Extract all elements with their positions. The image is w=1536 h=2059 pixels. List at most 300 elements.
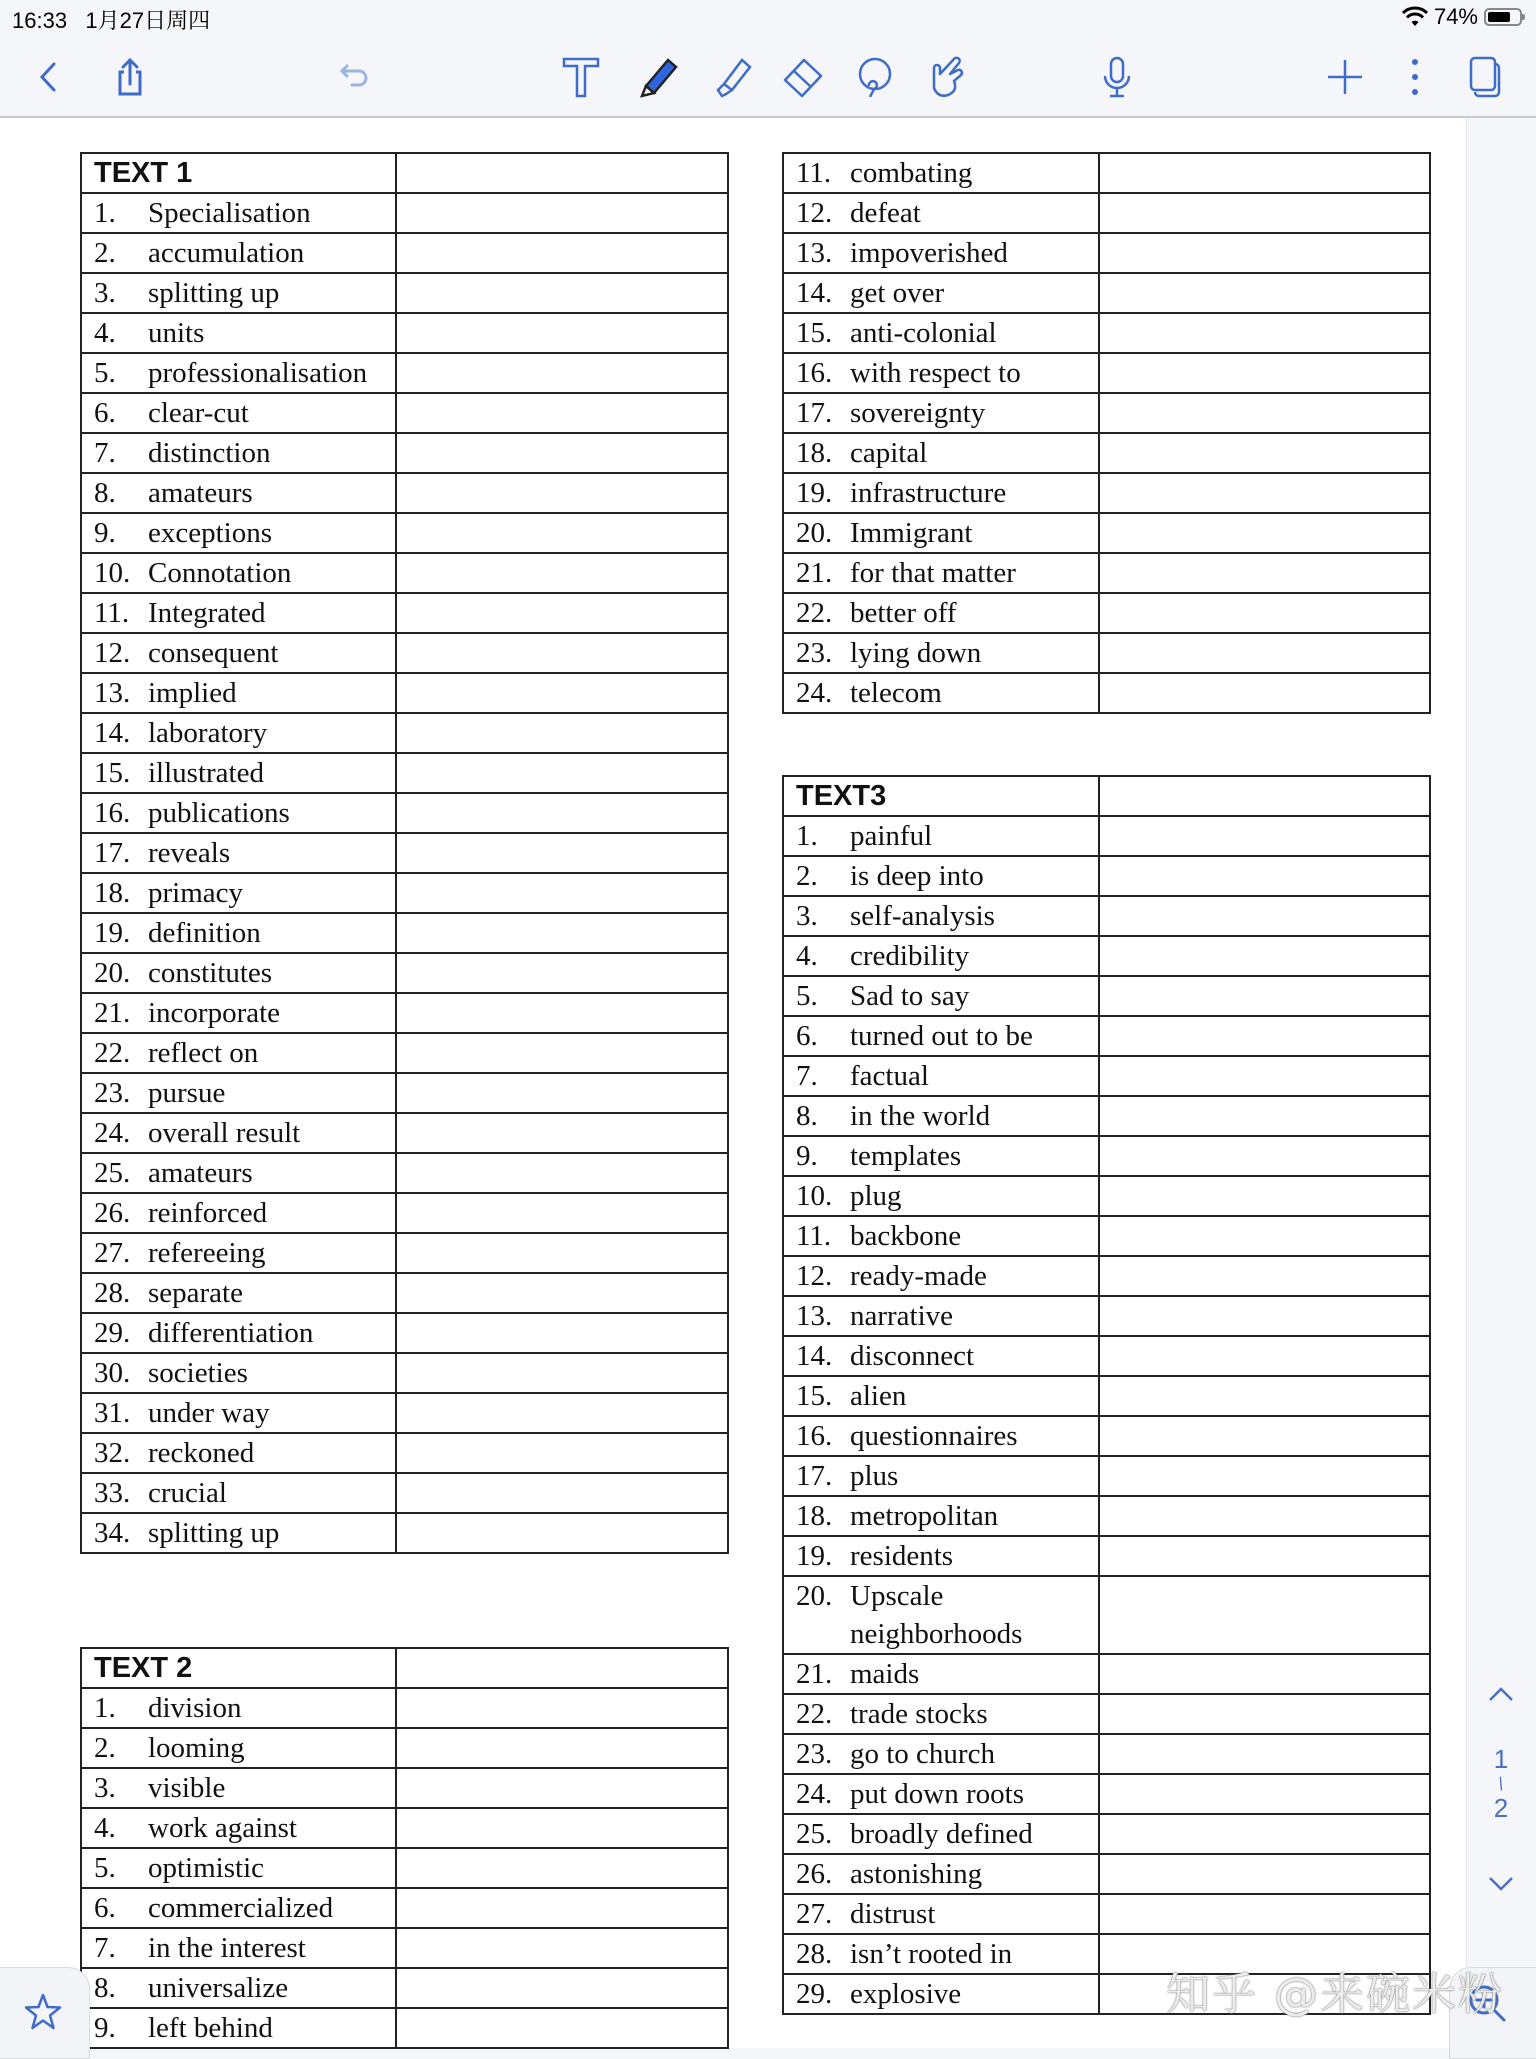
answer-cell[interactable] — [396, 1073, 728, 1113]
item-term: Connotation — [148, 557, 292, 589]
answer-cell[interactable] — [1099, 1456, 1430, 1496]
term-cell — [81, 273, 396, 313]
answer-cell[interactable] — [1099, 816, 1430, 856]
answer-cell[interactable] — [1099, 233, 1430, 273]
term-cell — [783, 233, 1099, 273]
table-row — [783, 553, 1430, 593]
term-cell — [81, 1073, 396, 1113]
answer-cell[interactable] — [396, 1193, 728, 1233]
eraser-tool-button[interactable] — [776, 50, 830, 104]
item-term: distinction — [148, 437, 271, 469]
answer-cell[interactable] — [1099, 776, 1430, 816]
item-number: 20. — [94, 957, 131, 989]
answer-cell[interactable] — [1099, 936, 1430, 976]
table-row — [783, 1894, 1430, 1934]
answer-cell[interactable] — [1099, 856, 1430, 896]
answer-cell[interactable] — [1099, 393, 1430, 433]
item-number: 17. — [94, 837, 131, 869]
term-cell — [783, 896, 1099, 936]
item-term: disconnect — [850, 1340, 975, 1372]
term-cell — [783, 313, 1099, 353]
item-term: implied — [148, 677, 237, 709]
item-term: reveals — [148, 837, 231, 869]
term-cell — [783, 553, 1099, 593]
table-row — [783, 393, 1430, 433]
answer-cell[interactable] — [396, 193, 728, 233]
table-row — [783, 1056, 1430, 1096]
table-row — [783, 1854, 1430, 1894]
answer-cell[interactable] — [1099, 1136, 1430, 1176]
item-number: 23. — [94, 1077, 131, 1109]
item-number: 20. — [796, 1580, 833, 1612]
item-number: 5. — [94, 357, 116, 389]
more-icon — [1392, 54, 1438, 100]
item-term: units — [148, 317, 205, 349]
table-row — [783, 1416, 1430, 1456]
undo-button[interactable] — [328, 50, 382, 104]
table-row — [783, 1734, 1430, 1774]
table-row — [81, 1073, 728, 1113]
table-row — [81, 1313, 728, 1353]
answer-cell[interactable] — [396, 953, 728, 993]
answer-cell[interactable] — [1099, 353, 1430, 393]
text-tool-button[interactable] — [554, 50, 608, 104]
answer-cell[interactable] — [396, 1033, 728, 1073]
item-number: 7. — [796, 1060, 818, 1092]
answer-cell[interactable] — [1099, 1376, 1430, 1416]
table-row — [81, 2008, 728, 2048]
table-row — [783, 1456, 1430, 1496]
answer-cell[interactable] — [396, 313, 728, 353]
term-cell — [81, 913, 396, 953]
table-row — [783, 313, 1430, 353]
item-number: 16. — [796, 357, 833, 389]
answer-cell[interactable] — [1099, 553, 1430, 593]
answer-cell[interactable] — [396, 1728, 728, 1768]
item-number: 30. — [94, 1357, 131, 1389]
term-cell — [81, 713, 396, 753]
answer-cell[interactable] — [396, 1848, 728, 1888]
table-row — [783, 1216, 1430, 1256]
item-term: accumulation — [148, 237, 305, 269]
term-cell — [783, 1496, 1099, 1536]
item-number: 29. — [796, 1978, 833, 2010]
answer-cell[interactable] — [1099, 1336, 1430, 1376]
item-number: 23. — [796, 1738, 833, 1770]
answer-cell[interactable] — [396, 393, 728, 433]
item-number: 23. — [796, 637, 833, 669]
term-cell — [783, 1934, 1099, 1974]
page-up-button[interactable] — [1466, 1680, 1536, 1711]
answer-cell[interactable] — [396, 913, 728, 953]
term-cell — [81, 473, 396, 513]
item-term: metropolitan — [850, 1500, 999, 1532]
hand-tool-button[interactable] — [920, 50, 974, 104]
term-cell — [783, 816, 1099, 856]
table-header-row — [81, 1648, 728, 1688]
table-row — [783, 896, 1430, 936]
table-row — [81, 1928, 728, 1968]
table-row — [81, 833, 728, 873]
page-indicator — [1466, 1744, 1536, 1824]
undo-icon — [332, 54, 378, 100]
item-number: 22. — [796, 1698, 833, 1730]
item-term: ready-made — [850, 1260, 987, 1292]
item-number: 32. — [94, 1437, 131, 1469]
hand-pointer-icon — [924, 54, 970, 100]
term-cell — [81, 1313, 396, 1353]
term-cell — [81, 1153, 396, 1193]
table-row — [81, 513, 728, 553]
item-term: trade stocks — [850, 1698, 988, 1730]
answer-cell[interactable] — [396, 1928, 728, 1968]
item-term: questionnaires — [850, 1420, 1018, 1452]
answer-cell[interactable] — [396, 833, 728, 873]
highlighter-tool-button[interactable] — [704, 50, 758, 104]
item-term: Immigrant — [850, 517, 973, 549]
item-term: commercialized — [148, 1892, 334, 1924]
battery-level — [1488, 12, 1510, 22]
table-row — [81, 593, 728, 633]
answer-cell[interactable] — [396, 153, 728, 193]
pages-icon — [1462, 54, 1508, 100]
table-row — [783, 673, 1430, 713]
item-number: 11. — [94, 597, 130, 629]
item-term: clear-cut — [148, 397, 249, 429]
answer-cell[interactable] — [1099, 1216, 1430, 1256]
answer-cell[interactable] — [396, 673, 728, 713]
table-row — [81, 753, 728, 793]
table-row — [783, 856, 1430, 896]
term-cell — [783, 1774, 1099, 1814]
answer-cell[interactable] — [1099, 1016, 1430, 1056]
term-cell — [783, 1416, 1099, 1456]
table-row — [783, 1136, 1430, 1176]
answer-cell[interactable] — [1099, 1416, 1430, 1456]
answer-cell[interactable] — [1099, 673, 1430, 713]
item-number: 10. — [796, 1180, 833, 1212]
item-number: 19. — [796, 1540, 833, 1572]
table-row — [783, 153, 1430, 193]
table-title: TEXT3 — [783, 776, 1099, 816]
answer-cell[interactable] — [396, 993, 728, 1033]
answer-cell[interactable] — [396, 1648, 728, 1688]
item-number: 12. — [796, 197, 833, 229]
answer-cell[interactable] — [396, 433, 728, 473]
answer-cell[interactable] — [396, 1153, 728, 1193]
answer-cell[interactable] — [1099, 896, 1430, 936]
item-term: left behind — [148, 2012, 273, 2044]
star-icon — [23, 1992, 63, 2032]
term-cell — [783, 433, 1099, 473]
item-number: 1. — [796, 820, 818, 852]
item-term: broadly defined — [850, 1818, 1033, 1850]
item-number: 27. — [94, 1237, 131, 1269]
answer-cell[interactable] — [396, 473, 728, 513]
term-cell — [81, 1688, 396, 1728]
item-number: 17. — [796, 1460, 833, 1492]
term-cell — [783, 1654, 1099, 1694]
table-row — [783, 1256, 1430, 1296]
table-row — [783, 1654, 1430, 1694]
answer-cell[interactable] — [1099, 1056, 1430, 1096]
item-term: in the world — [850, 1100, 991, 1132]
table-row — [81, 1393, 728, 1433]
item-term: optimistic — [148, 1852, 264, 1884]
term-cell — [81, 833, 396, 873]
item-number: 10. — [94, 557, 131, 589]
answer-cell[interactable] — [396, 1808, 728, 1848]
table-row — [81, 1113, 728, 1153]
table-row — [81, 1033, 728, 1073]
item-term: work against — [148, 1812, 297, 1844]
table-row — [81, 1888, 728, 1928]
answer-cell[interactable] — [1099, 1576, 1430, 1654]
item-term: professionalisation — [148, 357, 368, 389]
item-number: 11. — [796, 1220, 832, 1252]
table-row — [783, 513, 1430, 553]
table-header-row — [783, 776, 1430, 816]
answer-cell[interactable] — [396, 273, 728, 313]
item-term: capital — [850, 437, 928, 469]
answer-cell[interactable] — [396, 1233, 728, 1273]
answer-cell[interactable] — [1099, 1096, 1430, 1136]
term-cell — [81, 1808, 396, 1848]
item-number: 13. — [94, 677, 131, 709]
term-cell — [81, 873, 396, 913]
term-cell — [783, 153, 1099, 193]
table-row — [783, 433, 1430, 473]
term-cell — [783, 1176, 1099, 1216]
answer-cell[interactable] — [1099, 153, 1430, 193]
page-down-button[interactable] — [1466, 1870, 1536, 1901]
answer-cell[interactable] — [1099, 513, 1430, 553]
answer-cell[interactable] — [1099, 1176, 1430, 1216]
answer-cell[interactable] — [1099, 1296, 1430, 1336]
answer-cell[interactable] — [396, 593, 728, 633]
item-term: crucial — [148, 1477, 227, 1509]
answer-cell[interactable] — [396, 753, 728, 793]
item-number: 14. — [94, 717, 131, 749]
answer-cell[interactable] — [396, 553, 728, 593]
table-row — [783, 1774, 1430, 1814]
item-term: definition — [148, 917, 261, 949]
answer-cell[interactable] — [1099, 1814, 1430, 1854]
item-number: 28. — [796, 1938, 833, 1970]
item-term: overall result — [148, 1117, 301, 1149]
item-term: explosive — [850, 1978, 962, 2010]
term-cell — [783, 393, 1099, 433]
answer-cell[interactable] — [396, 713, 728, 753]
answer-cell[interactable] — [1099, 313, 1430, 353]
item-number: 12. — [796, 1260, 833, 1292]
item-number: 9. — [94, 517, 116, 549]
item-number: 5. — [94, 1852, 116, 1884]
item-number: 21. — [796, 557, 833, 589]
item-term: consequent — [148, 637, 279, 669]
answer-cell[interactable] — [1099, 1854, 1430, 1894]
answer-cell[interactable] — [396, 793, 728, 833]
term-cell — [783, 633, 1099, 673]
term-cell — [783, 1016, 1099, 1056]
item-term: visible — [148, 1772, 226, 1804]
answer-cell[interactable] — [396, 1473, 728, 1513]
table-row — [81, 393, 728, 433]
answer-cell[interactable] — [396, 513, 728, 553]
answer-cell[interactable] — [1099, 1734, 1430, 1774]
answer-cell[interactable] — [396, 1273, 728, 1313]
term-cell — [783, 856, 1099, 896]
item-number: 4. — [94, 317, 116, 349]
term-cell — [783, 1536, 1099, 1576]
lasso-tool-button[interactable] — [848, 50, 902, 104]
item-number: 24. — [796, 677, 833, 709]
term-cell — [81, 1768, 396, 1808]
table-row — [81, 913, 728, 953]
answer-cell[interactable] — [1099, 1894, 1430, 1934]
item-term: plug — [850, 1180, 902, 1212]
term-cell — [81, 673, 396, 713]
item-number: 19. — [796, 477, 833, 509]
item-number: 8. — [796, 1100, 818, 1132]
answer-cell[interactable] — [1099, 633, 1430, 673]
answer-cell[interactable] — [396, 873, 728, 913]
answer-cell[interactable] — [1099, 1654, 1430, 1694]
answer-cell[interactable] — [1099, 473, 1430, 513]
term-cell — [783, 1056, 1099, 1096]
term-cell — [81, 1393, 396, 1433]
answer-cell[interactable] — [1099, 193, 1430, 233]
microphone-icon — [1094, 54, 1140, 100]
item-term: universalize — [148, 1972, 289, 2004]
microphone-button[interactable] — [1090, 50, 1144, 104]
back-button[interactable] — [22, 50, 76, 104]
answer-cell[interactable] — [396, 1513, 728, 1553]
term-cell — [81, 1473, 396, 1513]
table-row — [81, 1848, 728, 1888]
item-number: 22. — [94, 1037, 131, 1069]
table-row — [783, 233, 1430, 273]
answer-cell[interactable] — [1099, 1496, 1430, 1536]
item-term: illustrated — [148, 757, 264, 789]
term-cell — [783, 1136, 1099, 1176]
more-button[interactable] — [1388, 50, 1442, 104]
item-number: 15. — [94, 757, 131, 789]
answer-cell[interactable] — [1099, 976, 1430, 1016]
answer-cell[interactable] — [396, 1888, 728, 1928]
table-header-row — [81, 153, 728, 193]
item-number: 16. — [796, 1420, 833, 1452]
answer-cell[interactable] — [396, 633, 728, 673]
term-cell — [783, 936, 1099, 976]
table-row — [81, 233, 728, 273]
term-cell — [81, 353, 396, 393]
favorite-button[interactable] — [0, 1967, 90, 2059]
answer-cell[interactable] — [1099, 1774, 1430, 1814]
table-row — [81, 993, 728, 1033]
add-button[interactable] — [1318, 50, 1372, 104]
item-number: 13. — [796, 1300, 833, 1332]
term-cell — [81, 793, 396, 833]
item-term: telecom — [850, 677, 942, 709]
item-number: 6. — [94, 1892, 116, 1924]
page-separator: / — [1495, 1773, 1507, 1795]
table-row — [783, 1536, 1430, 1576]
term-cell — [783, 1336, 1099, 1376]
pages-button[interactable] — [1458, 50, 1512, 104]
table-row — [783, 936, 1430, 976]
term-cell — [783, 1376, 1099, 1416]
term-cell — [81, 953, 396, 993]
page-total: 2 — [1493, 1793, 1509, 1823]
answer-cell[interactable] — [396, 1768, 728, 1808]
answer-cell[interactable] — [396, 1353, 728, 1393]
term-cell — [783, 193, 1099, 233]
table-row — [81, 553, 728, 593]
term-cell — [81, 193, 396, 233]
term-cell — [783, 1456, 1099, 1496]
item-number: 3. — [94, 277, 116, 309]
answer-cell[interactable] — [396, 2008, 728, 2048]
share-button[interactable] — [103, 50, 157, 104]
table-row — [783, 1694, 1430, 1734]
table-row — [783, 1496, 1430, 1536]
answer-cell[interactable] — [1099, 1256, 1430, 1296]
item-term: self-analysis — [850, 900, 995, 932]
term-cell — [81, 1968, 396, 2008]
item-number: 11. — [796, 157, 832, 189]
answer-cell[interactable] — [396, 1113, 728, 1153]
item-number: 18. — [796, 1500, 833, 1532]
item-number: 2. — [94, 237, 116, 269]
answer-cell[interactable] — [396, 1393, 728, 1433]
item-number: 21. — [94, 997, 131, 1029]
table-row — [783, 1016, 1430, 1056]
term-cell — [783, 473, 1099, 513]
answer-cell[interactable] — [1099, 273, 1430, 313]
answer-cell[interactable] — [396, 353, 728, 393]
item-number: 12. — [94, 637, 131, 669]
pen-tool-button[interactable] — [630, 50, 684, 104]
answer-cell[interactable] — [396, 1968, 728, 2008]
answer-cell[interactable] — [396, 1688, 728, 1728]
item-term: for that matter — [850, 557, 1016, 589]
term-cell — [783, 1256, 1099, 1296]
back-icon — [26, 54, 72, 100]
answer-cell[interactable] — [1099, 593, 1430, 633]
table-title: TEXT 2 — [81, 1648, 396, 1688]
table-row — [81, 433, 728, 473]
item-number: 26. — [796, 1858, 833, 1890]
answer-cell[interactable] — [1099, 1536, 1430, 1576]
vocab-table-text3 — [782, 775, 1431, 2015]
term-cell — [81, 1513, 396, 1553]
item-term: incorporate — [148, 997, 281, 1029]
answer-cell[interactable] — [396, 233, 728, 273]
term-cell — [81, 1233, 396, 1273]
answer-cell[interactable] — [1099, 1694, 1430, 1734]
item-term: backbone — [850, 1220, 962, 1252]
table-row — [81, 273, 728, 313]
answer-cell[interactable] — [396, 1433, 728, 1473]
answer-cell[interactable] — [1099, 433, 1430, 473]
item-term: constitutes — [148, 957, 273, 989]
answer-cell[interactable] — [396, 1313, 728, 1353]
item-term: maids — [850, 1658, 920, 1690]
term-cell — [81, 633, 396, 673]
item-number: 14. — [796, 277, 833, 309]
table-row — [81, 1273, 728, 1313]
